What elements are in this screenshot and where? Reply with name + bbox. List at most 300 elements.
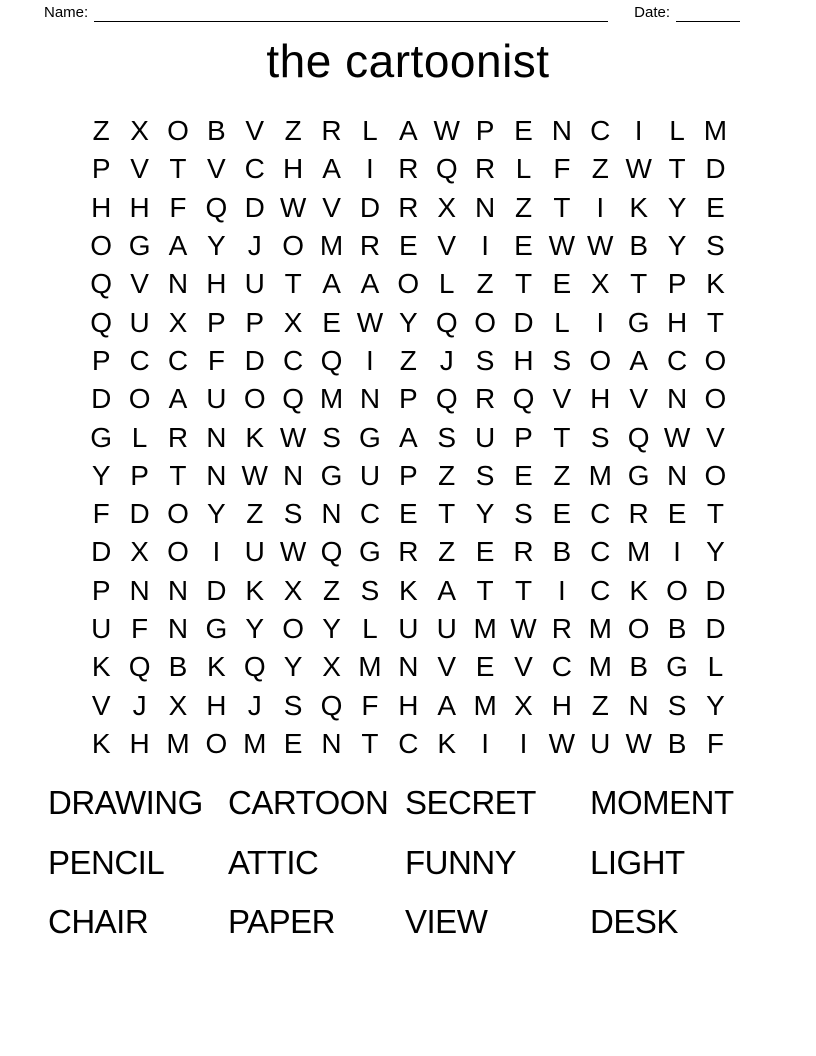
word-list-item: LIGHT: [590, 843, 685, 881]
grid-letter: E: [706, 191, 725, 223]
grid-letter: K: [91, 727, 111, 759]
grid-letter: W: [625, 727, 652, 759]
grid-letter: D: [705, 574, 726, 606]
grid-letter: W: [587, 230, 614, 262]
word-list: [48, 786, 734, 965]
grid-letter: T: [438, 498, 456, 530]
grid-letter: D: [244, 344, 265, 376]
word-list-item: CHAIR: [48, 903, 149, 941]
page-title: the cartoonist: [266, 35, 550, 87]
grid-letter: A: [398, 115, 418, 147]
grid-letter: F: [92, 498, 110, 530]
grid-letter: Z: [553, 459, 571, 491]
grid-letter: Q: [90, 268, 113, 300]
grid-letter: N: [666, 383, 688, 415]
grid-letter: B: [629, 230, 648, 262]
word-list-item: DRAWING: [48, 784, 203, 821]
grid-letter: T: [706, 306, 724, 338]
grid-letter: E: [552, 498, 572, 530]
grid-letter: Z: [246, 498, 264, 530]
grid-letter: K: [207, 651, 226, 683]
grid-letter: R: [359, 230, 381, 262]
grid-letter: S: [475, 459, 495, 491]
grid-letter: Q: [320, 536, 343, 568]
grid-letter: H: [91, 191, 112, 223]
grid-letter: M: [319, 383, 344, 415]
grid-letter: G: [666, 651, 688, 683]
word-list-item: PAPER: [228, 903, 335, 941]
grid-letter: L: [131, 421, 148, 453]
word-search-grid: [82, 112, 735, 763]
grid-letter: T: [514, 268, 533, 300]
grid-letter: K: [629, 574, 648, 606]
grid-letter: H: [129, 191, 150, 223]
grid-letter: K: [629, 191, 648, 223]
grid-letter: R: [167, 421, 189, 453]
grid-letter: S: [667, 689, 687, 721]
grid-letter: Z: [284, 115, 302, 147]
grid-letter: U: [244, 536, 265, 568]
grid-letter: Z: [92, 115, 110, 147]
grid-letter: K: [437, 727, 457, 759]
grid-letter: R: [398, 153, 419, 185]
grid-letter: R: [628, 498, 649, 530]
grid-letter: C: [590, 498, 611, 530]
grid-letter: N: [359, 383, 381, 415]
grid-letter: U: [474, 421, 496, 453]
grid-letter: V: [207, 153, 226, 185]
grid-letter: R: [513, 536, 534, 568]
grid-letter: Y: [667, 230, 687, 262]
grid-letter: T: [706, 498, 724, 530]
grid-letter: X: [283, 574, 303, 606]
grid-letter: C: [590, 536, 611, 568]
grid-letter: O: [205, 727, 228, 759]
grid-letter: W: [356, 306, 384, 338]
grid-letter: I: [212, 536, 221, 568]
grid-letter: D: [206, 574, 227, 606]
grid-letter: T: [553, 421, 571, 453]
grid-letter: D: [91, 536, 112, 568]
grid-letter: T: [284, 268, 302, 300]
grid-letter: D: [359, 191, 381, 223]
grid-letter: W: [548, 230, 576, 262]
grid-letter: N: [167, 613, 189, 644]
word-list-item: CARTOON: [228, 784, 389, 821]
grid-letter: C: [666, 344, 688, 376]
grid-letter: T: [476, 574, 494, 606]
grid-letter: P: [245, 306, 265, 338]
grid-letter: H: [206, 689, 227, 721]
grid-letter: Z: [438, 459, 456, 491]
grid-letter: I: [596, 191, 605, 223]
grid-letter: R: [474, 153, 496, 185]
grid-letter: C: [129, 344, 150, 376]
grid-letter: L: [362, 115, 378, 147]
grid-letter: V: [130, 268, 149, 300]
grid-letter: O: [282, 230, 305, 262]
grid-letter: N: [321, 727, 342, 759]
grid-letter: Q: [128, 651, 151, 683]
grid-letter: M: [703, 115, 728, 147]
grid-letter: H: [398, 689, 419, 721]
grid-letter: R: [474, 383, 496, 415]
grid-letter: N: [666, 459, 688, 491]
grid-letter: X: [168, 689, 188, 721]
grid-letter: S: [552, 344, 572, 376]
grid-letter: M: [473, 689, 497, 721]
grid-letter: L: [707, 651, 724, 683]
date-blank-line: [676, 5, 740, 22]
grid-letter: S: [283, 689, 303, 721]
grid-letter: D: [705, 613, 726, 644]
grid-letter: K: [91, 651, 111, 683]
grid-letter: A: [322, 268, 341, 300]
grid-letter: M: [473, 613, 497, 644]
grid-letter: Z: [591, 153, 609, 185]
grid-letter: O: [128, 383, 151, 415]
grid-letter: C: [244, 153, 265, 185]
grid-letter: Y: [667, 191, 687, 223]
grid-letter: L: [362, 613, 378, 644]
grid-letter: K: [706, 268, 725, 300]
grid-letter: Q: [320, 689, 343, 721]
grid-letter: U: [129, 306, 150, 338]
grid-letter: W: [663, 421, 691, 453]
grid-letter: P: [398, 383, 418, 415]
grid-letter: N: [628, 689, 649, 721]
grid-letter: W: [279, 536, 307, 568]
grid-letter: N: [129, 574, 150, 606]
word-list-item: FUNNY: [405, 843, 517, 881]
grid-letter: V: [437, 230, 457, 262]
grid-letter: O: [167, 115, 189, 147]
grid-letter: E: [514, 115, 533, 147]
grid-letter: Z: [476, 268, 494, 300]
grid-letter: M: [319, 230, 344, 262]
grid-letter: N: [206, 459, 227, 491]
grid-letter: E: [667, 498, 687, 530]
grid-letter: I: [673, 536, 681, 568]
grid-letter: Q: [512, 383, 535, 415]
grid-letter: F: [706, 727, 724, 759]
grid-letter: P: [91, 344, 111, 376]
grid-letter: V: [552, 383, 572, 415]
grid-letter: L: [554, 306, 570, 338]
grid-letter: I: [634, 115, 643, 147]
grid-letter: F: [361, 689, 379, 721]
grid-letter: G: [627, 306, 650, 338]
grid-letter: F: [207, 344, 225, 376]
grid-letter: C: [590, 574, 611, 606]
grid-letter: H: [513, 344, 534, 376]
grid-letter: P: [91, 153, 111, 185]
grid-letter: E: [514, 230, 533, 262]
grid-letter: C: [551, 651, 572, 683]
grid-letter: Q: [243, 651, 266, 683]
grid-letter: E: [322, 306, 341, 338]
grid-letter: V: [91, 689, 111, 721]
grid-letter: N: [321, 498, 342, 530]
grid-letter: D: [91, 383, 112, 415]
grid-letter: W: [279, 421, 307, 453]
word-list-item: MOMENT: [590, 784, 734, 821]
grid-letter: V: [629, 383, 648, 415]
grid-letter: V: [514, 651, 533, 683]
grid-letter: I: [366, 153, 374, 185]
grid-letter: B: [552, 536, 572, 568]
grid-letter: X: [514, 689, 533, 721]
grid-letter: Z: [514, 191, 533, 223]
grid-letter: C: [359, 498, 381, 530]
grid-letter: I: [557, 574, 566, 606]
grid-letter: Q: [205, 191, 228, 223]
grid-letter: U: [398, 613, 419, 644]
grid-letter: H: [666, 306, 688, 338]
grid-letter: R: [398, 536, 419, 568]
grid-letter: R: [321, 115, 342, 147]
date-label: Date:: [634, 4, 670, 21]
grid-letter: O: [397, 268, 420, 300]
grid-letter: Y: [475, 498, 495, 530]
grid-letter: B: [667, 613, 687, 644]
grid-letter: M: [243, 727, 267, 759]
grid-letter: Z: [438, 536, 456, 568]
grid-letter: G: [627, 459, 650, 491]
grid-letter: G: [359, 421, 381, 453]
grid-letter: K: [245, 421, 265, 453]
grid-letter: N: [398, 651, 419, 683]
grid-letter: L: [515, 153, 532, 185]
grid-letter: U: [436, 613, 457, 644]
grid-letter: P: [398, 459, 418, 491]
grid-letter: C: [283, 344, 304, 376]
word-list-item: SECRET: [405, 784, 536, 821]
grid-letter: B: [667, 727, 687, 759]
grid-letter: O: [627, 613, 650, 644]
grid-letter: A: [437, 574, 457, 606]
grid-letter: P: [207, 306, 226, 338]
grid-letter: E: [552, 268, 572, 300]
grid-letter: Z: [322, 574, 341, 606]
grid-letter: H: [129, 727, 150, 759]
grid-letter: P: [514, 421, 533, 453]
grid-letter: G: [90, 421, 113, 453]
grid-letter: M: [588, 613, 612, 644]
grid-letter: N: [283, 459, 304, 491]
grid-letter: Z: [399, 344, 417, 376]
grid-letter: W: [510, 613, 537, 644]
grid-letter: I: [519, 727, 528, 759]
grid-letter: O: [589, 344, 612, 376]
grid-letter: P: [667, 268, 687, 300]
grid-letter: S: [283, 498, 303, 530]
grid-letter: L: [438, 268, 455, 300]
grid-letter: Q: [435, 306, 458, 338]
grid-letter: Y: [706, 689, 725, 721]
name-blank-line: [94, 5, 608, 22]
grid-letter: O: [474, 306, 496, 338]
grid-letter: E: [398, 498, 418, 530]
grid-letter: E: [475, 651, 495, 683]
grid-letter: G: [128, 230, 151, 262]
grid-letter: J: [247, 230, 262, 262]
grid-letter: Z: [591, 689, 609, 721]
grid-letter: P: [130, 459, 149, 491]
grid-letter: N: [206, 421, 227, 453]
grid-letter: Y: [207, 230, 226, 262]
grid-letter: T: [630, 268, 648, 300]
grid-letter: U: [244, 268, 265, 300]
word-list-item: ATTIC: [228, 843, 319, 881]
grid-letter: X: [130, 536, 149, 568]
grid-letter: Q: [435, 383, 458, 415]
grid-letter: O: [167, 498, 189, 530]
grid-letter: U: [206, 383, 227, 415]
grid-letter: Q: [90, 306, 113, 338]
grid-letter: M: [166, 727, 190, 759]
grid-letter: X: [437, 191, 457, 223]
grid-letter: V: [130, 153, 149, 185]
word-list-item: DESK: [590, 903, 678, 941]
grid-letter: N: [551, 115, 572, 147]
grid-letter: W: [625, 153, 652, 185]
grid-letter: U: [91, 613, 112, 644]
grid-letter: Y: [207, 498, 226, 530]
grid-letter: S: [322, 421, 341, 453]
grid-letter: S: [360, 574, 380, 606]
grid-letter: Q: [282, 383, 305, 415]
grid-letter: T: [553, 191, 571, 223]
grid-letter: I: [596, 306, 605, 338]
grid-letter: M: [588, 459, 612, 491]
grid-letter: B: [168, 651, 188, 683]
grid-letter: M: [588, 651, 612, 683]
grid-letter: I: [481, 727, 489, 759]
grid-letter: Y: [398, 306, 418, 338]
name-label: Name:: [44, 4, 89, 21]
grid-letter: T: [169, 153, 187, 185]
grid-letter: A: [168, 230, 188, 262]
grid-letter: Y: [322, 613, 341, 644]
grid-letter: C: [398, 727, 419, 759]
grid-letter: T: [668, 153, 686, 185]
grid-letter: K: [398, 574, 418, 606]
word-list-item: VIEW: [405, 903, 488, 941]
grid-letter: H: [590, 383, 611, 415]
grid-letter: W: [433, 115, 460, 147]
grid-letter: R: [551, 613, 572, 644]
grid-letter: V: [437, 651, 457, 683]
grid-letter: A: [322, 153, 341, 185]
grid-letter: F: [169, 191, 187, 223]
grid-letter: M: [358, 651, 382, 683]
grid-letter: Y: [706, 536, 725, 568]
grid-letter: Y: [91, 459, 111, 491]
grid-letter: S: [475, 344, 495, 376]
grid-letter: M: [627, 536, 651, 568]
grid-letter: D: [244, 191, 265, 223]
grid-letter: X: [322, 651, 341, 683]
word-list-item: PENCIL: [48, 843, 165, 881]
grid-letter: U: [359, 459, 381, 491]
grid-letter: F: [131, 613, 149, 644]
grid-letter: G: [359, 536, 381, 568]
grid-letter: S: [437, 421, 457, 453]
grid-letter: Q: [320, 344, 343, 376]
grid-letter: I: [366, 344, 374, 376]
grid-letter: H: [283, 153, 304, 185]
grid-letter: N: [167, 574, 189, 606]
grid-letter: W: [241, 459, 268, 491]
grid-letter: N: [474, 191, 496, 223]
worksheet-header: [44, 4, 740, 22]
grid-letter: W: [279, 191, 307, 223]
grid-letter: A: [629, 344, 648, 376]
grid-letter: C: [167, 344, 189, 376]
grid-letter: D: [705, 153, 726, 185]
grid-letter: O: [167, 536, 189, 568]
grid-letter: I: [481, 230, 489, 262]
grid-letter: G: [205, 613, 228, 644]
grid-letter: T: [514, 574, 533, 606]
grid-letter: O: [704, 344, 727, 376]
grid-letter: F: [553, 153, 571, 185]
grid-letter: O: [666, 574, 688, 606]
grid-letter: P: [475, 115, 495, 147]
grid-letter: O: [282, 613, 305, 644]
grid-letter: O: [704, 383, 727, 415]
grid-letter: Q: [627, 421, 650, 453]
grid-letter: O: [704, 459, 727, 491]
grid-letter: D: [513, 306, 534, 338]
grid-letter: X: [168, 306, 188, 338]
grid-letter: U: [590, 727, 611, 759]
grid-letter: B: [629, 651, 648, 683]
grid-letter: Q: [435, 153, 458, 185]
grid-letter: S: [590, 421, 610, 453]
grid-letter: H: [551, 689, 572, 721]
grid-letter: C: [590, 115, 611, 147]
grid-letter: O: [243, 383, 266, 415]
grid-letter: X: [283, 306, 303, 338]
grid-letter: O: [90, 230, 113, 262]
grid-letter: A: [168, 383, 188, 415]
grid-letter: S: [514, 498, 533, 530]
grid-letter: X: [130, 115, 149, 147]
grid-letter: J: [132, 689, 147, 721]
grid-letter: R: [398, 191, 419, 223]
grid-letter: W: [548, 727, 576, 759]
grid-letter: P: [91, 574, 111, 606]
grid-letter: V: [322, 191, 341, 223]
grid-letter: E: [398, 230, 418, 262]
grid-letter: A: [360, 268, 380, 300]
grid-letter: Y: [283, 651, 303, 683]
grid-letter: A: [437, 689, 457, 721]
grid-letter: B: [207, 115, 226, 147]
grid-letter: D: [129, 498, 150, 530]
grid-letter: T: [361, 727, 379, 759]
grid-letter: E: [514, 459, 533, 491]
grid-letter: X: [590, 268, 610, 300]
grid-letter: V: [706, 421, 725, 453]
grid-letter: J: [439, 344, 454, 376]
grid-letter: L: [669, 115, 685, 147]
grid-letter: T: [169, 459, 187, 491]
grid-letter: Y: [245, 613, 265, 644]
grid-letter: K: [245, 574, 265, 606]
